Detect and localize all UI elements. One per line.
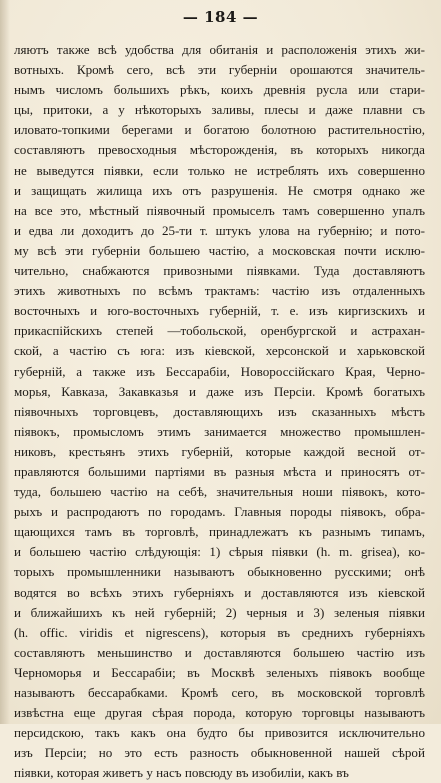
page-binding-shadow <box>0 0 10 724</box>
text-line: (h. offic. viridis et nigrescens), которыя въ среднихъ губерніяхъ <box>14 624 425 640</box>
text-line: иловато-топкими берегами и богатою болотною растительностію, <box>14 122 425 138</box>
page-number: — 184 — <box>182 8 259 26</box>
text-line: этихъ животныхъ по всѣмъ трактамъ: частію изъ отдаленныхъ <box>14 283 425 299</box>
text-line: нымъ числомъ большихъ рѣкъ, коихъ древнія русла или стари- <box>14 82 425 98</box>
text-line: восточныхъ и юго-восточныхъ губерній, т. е. изъ киргизскихъ и <box>14 303 425 319</box>
text-line: піявокъ, промысломъ этимъ занимается множество промышлен- <box>14 423 425 439</box>
text-line: чительно, снабжаются привозными піявками. Туда доставляютъ <box>14 263 425 279</box>
text-line: туда, большею частію на себѣ, значительныя ноши піявокъ, кото- <box>14 484 425 500</box>
text-line: піявочныхъ торговцевъ, доставляющихъ изъ сказанныхъ мѣстъ <box>14 403 425 419</box>
text-line: извѣстна еще другая сѣрая порода, которую торговцы называютъ <box>14 705 425 721</box>
text-line: правляются большими партіями въ разныя мѣста и приносятъ от- <box>14 463 425 479</box>
text-line: и ближайшихъ къ ней губерній; 2) черныя и 3) зеленыя піявки <box>14 604 425 620</box>
text-line: изъ Персіи; но это есть разность обыкновенной нашей сѣрой <box>14 745 425 761</box>
text-line: на все это, мѣстный піявочный промыселъ тамъ совершенно упалъ <box>14 202 425 218</box>
text-line: му всѣ эти губерніи большею частію, а московская почти исклю- <box>14 242 425 258</box>
text-line: вотныхъ. Кромѣ сего, всѣ эти губерніи орошаются значитель- <box>14 62 425 78</box>
text-line: щающихся тамъ въ торговлѣ, принадлежатъ къ разнымъ типамъ, <box>14 524 425 540</box>
text-line: составляютъ меньшинство и доставляются большею частію изъ <box>14 644 425 660</box>
text-line: называютъ бессарабками. Кромѣ сего, въ московской торговлѣ <box>14 685 425 700</box>
body-text <box>14 40 425 783</box>
text-line: персидскою, такъ какъ она будто бы привозится исключительно <box>14 725 425 741</box>
text-line: піявки, которая живетъ у насъ повсюду въ изобиліи, какъ въ <box>14 765 349 781</box>
text-line: и защищать жилища ихъ отъ разрушенія. Не смотря однако же <box>14 182 425 198</box>
text-line: цы, притоки, а у нѣкоторыхъ заливы, плесы и даже плавни съ <box>14 102 425 118</box>
text-line: рыхъ и распродаютъ по городамъ. Главныя породы піявокъ, обра- <box>14 504 425 520</box>
text-line: составляютъ превосходныя мѣсторожденія, въ которыхъ никогда <box>14 142 425 158</box>
text-line: и большею частію слѣдующія: 1) сѣрыя піявки (h. m. grisea), ко- <box>14 544 425 560</box>
text-line: никовъ, крестьянъ этихъ губерній, которые каждой весной от- <box>14 443 425 459</box>
text-line: ляютъ также всѣ удобства для обитанія и расположенія этихъ жи- <box>14 42 425 57</box>
text-line: и едва ли доходитъ до 25-ти т. штукъ улова на губернію; и пото- <box>14 222 425 238</box>
text-line: водятся во всѣхъ этихъ губерніяхъ и доставляются изъ кіевской <box>14 584 425 600</box>
text-line: ской, а частію съ юга: изъ кіевской, херсонской и харьковской <box>14 343 425 359</box>
text-line: прикаспійскихъ степей —тобольской, оренбургской и астрахан- <box>14 323 425 339</box>
text-line: морья, Кавказа, Закавказья и даже изъ Персіи. Кромѣ богатыхъ <box>14 383 425 399</box>
text-line: не выведутся піявки, если только не истреблять ихъ совершенно <box>14 162 425 178</box>
text-line: Черноморья и Бессарабіи; въ Москвѣ зеленыхъ піявокъ вообще <box>14 664 425 680</box>
text-line: губерній, а также изъ Бессарабіи, Новороссійскаго Края, Черно- <box>14 363 425 379</box>
text-line: торыхъ промышленники называютъ обыкновенно русскими; онѣ <box>14 564 425 580</box>
